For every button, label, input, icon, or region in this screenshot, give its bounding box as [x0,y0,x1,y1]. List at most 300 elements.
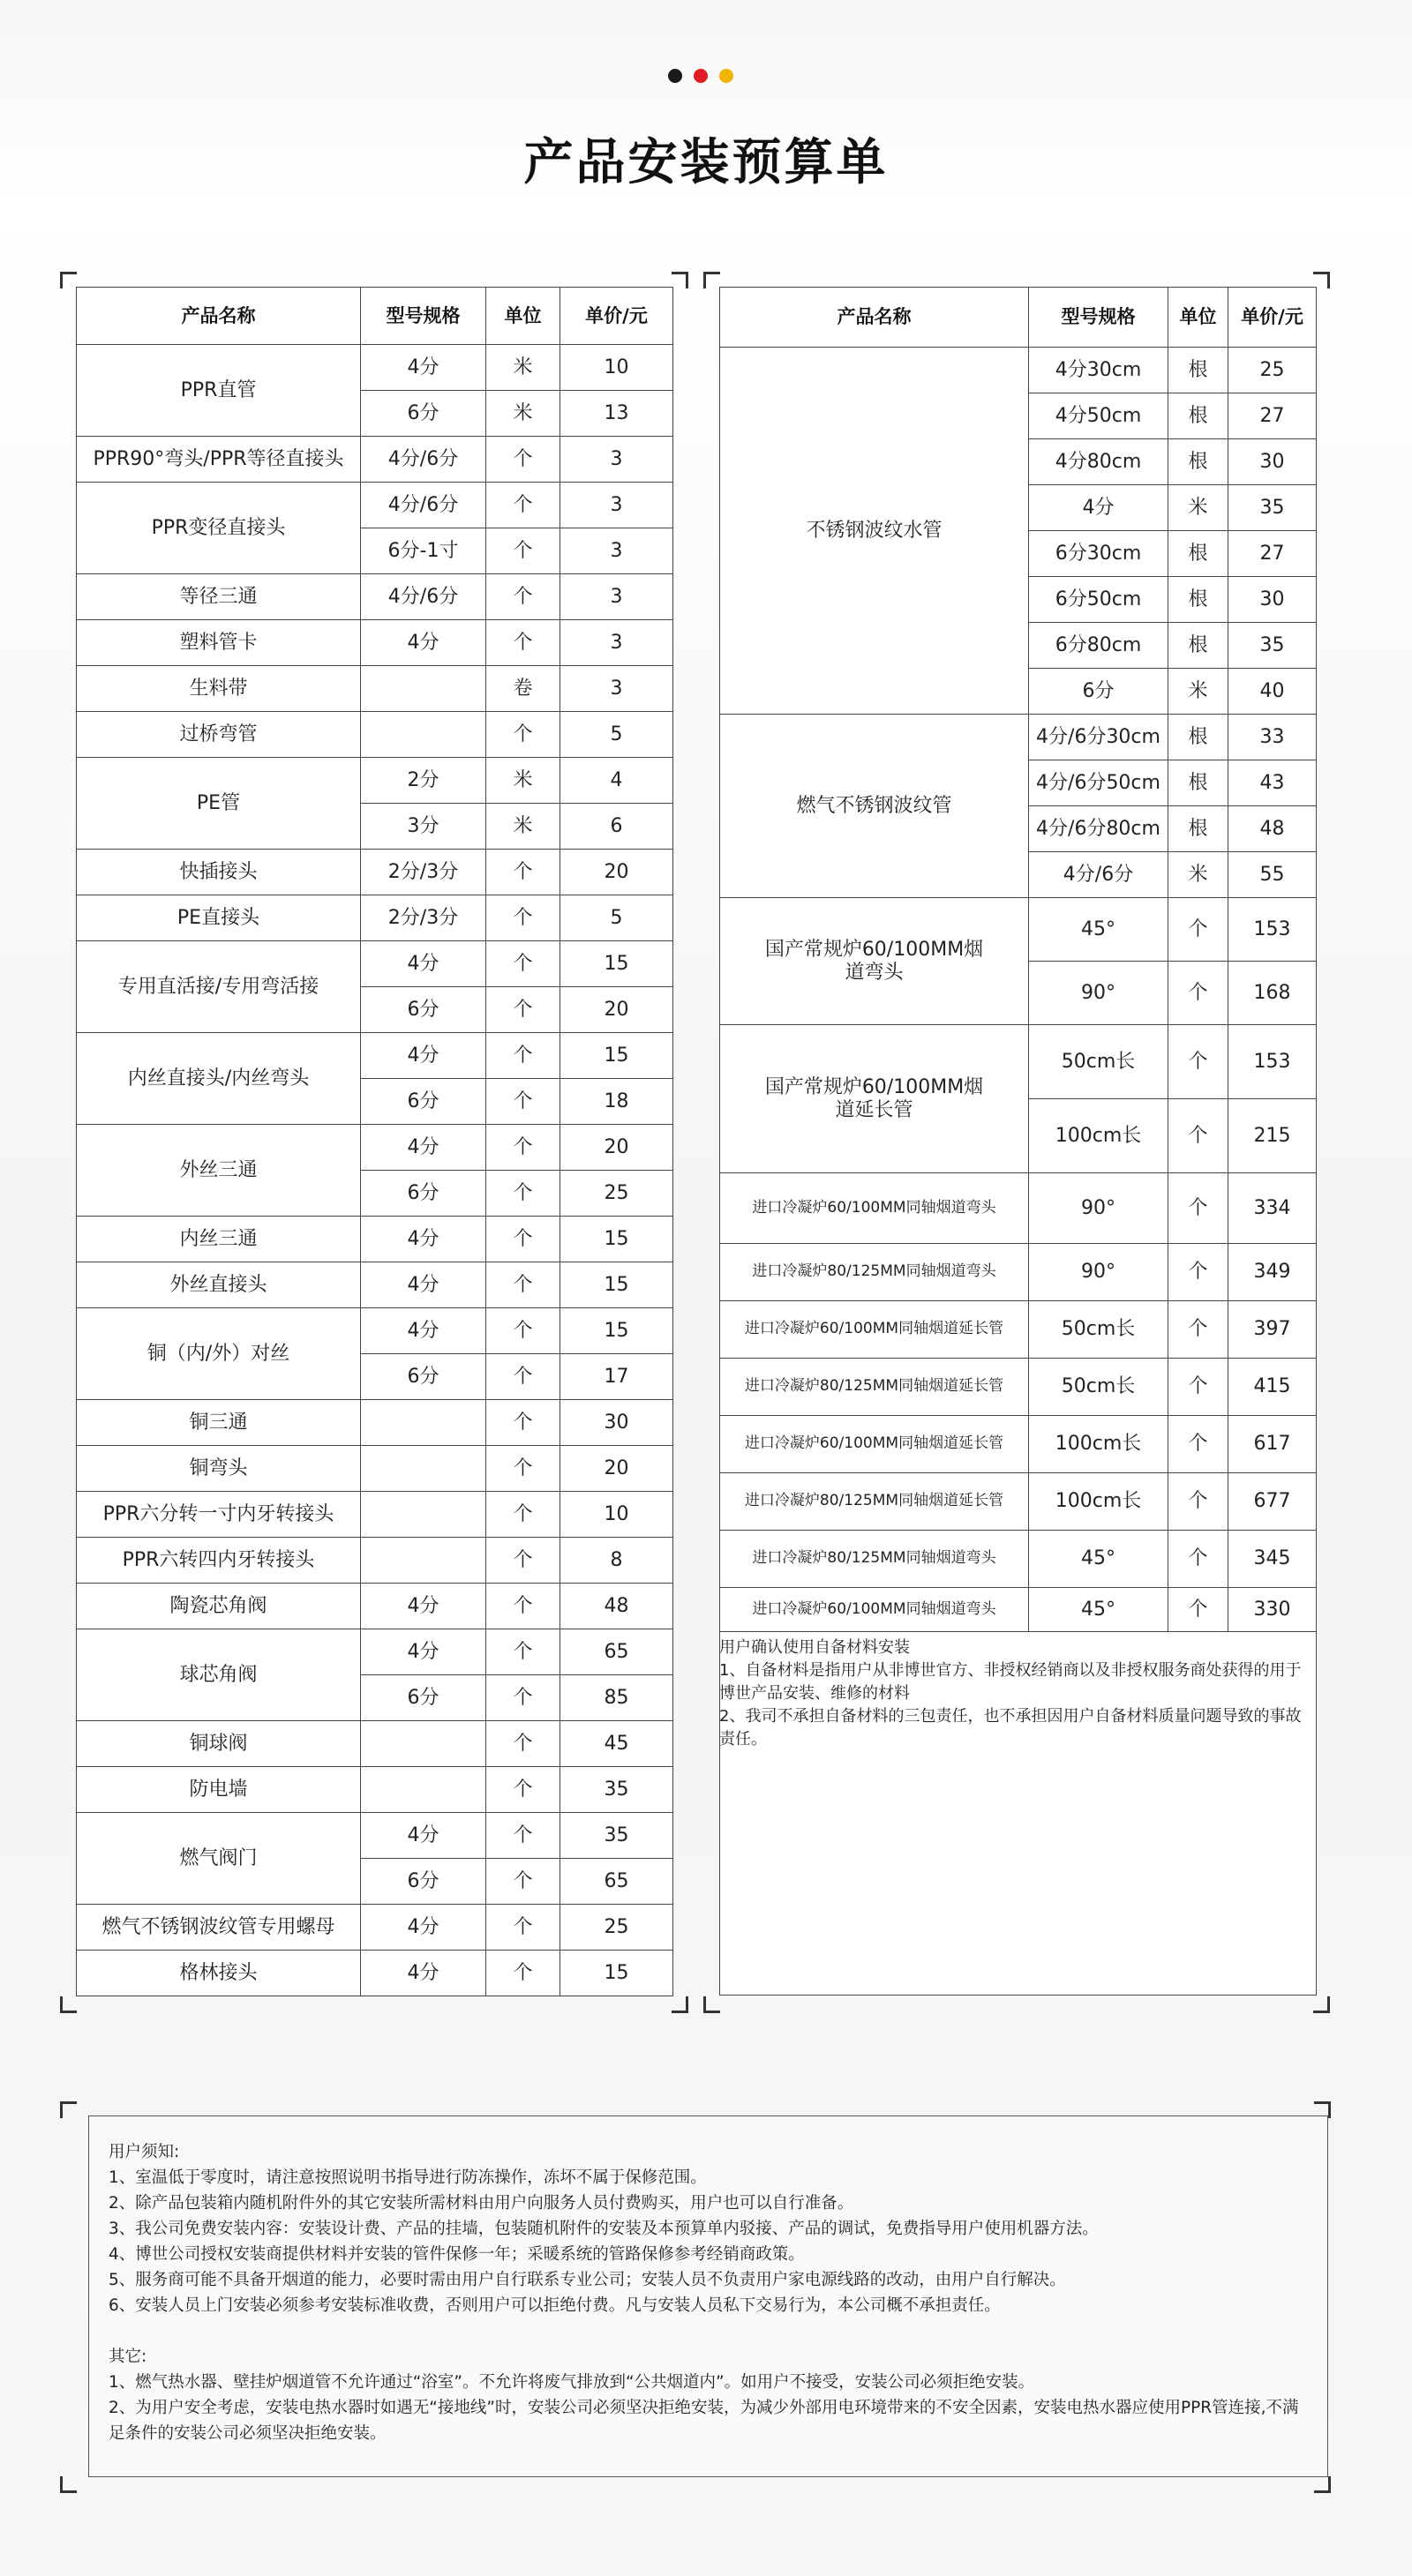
unit-cell: 个 [486,620,560,666]
header-price: 单价/元 [1228,288,1317,348]
corner-mark [60,2101,77,2118]
header-product-name: 产品名称 [720,288,1029,348]
price-cell: 35 [1228,485,1317,531]
price-cell: 6 [560,804,673,850]
spec-cell: 4分 [361,1813,486,1859]
table-row [720,1301,1317,1359]
note-line: 1、自备材料是指用户从非博世官方、非授权经销商以及非授权服务商处获得的用于博世产品安装、维修的材料 [719,1661,1302,1703]
spec-cell: 6分 [361,1171,486,1217]
table-row [720,348,1317,393]
table-row [77,1262,673,1308]
product-name-cell: 国产常规炉60/100MM烟道弯头 [720,898,1029,1025]
spec-cell: 4分 [361,345,486,391]
product-name-cell: PPR六转四内牙转接头 [77,1538,361,1584]
table-row [720,1025,1317,1099]
table-row [720,715,1317,760]
spec-cell: 3分 [361,804,486,850]
price-cell: 18 [560,1079,673,1125]
price-cell: 35 [560,1813,673,1859]
spec-cell: 50cm长 [1029,1359,1168,1416]
notice-item: 1、室温低于零度时，请注意按照说明书指导进行防冻操作，冻坏不属于保修范围。 [109,2168,707,2187]
spec-cell: 4分/6分30cm [1029,715,1168,760]
table-row [720,1531,1317,1588]
unit-cell: 个 [1168,1099,1228,1173]
spec-cell: 45° [1029,1531,1168,1588]
notice-heading: 其它: [109,2348,147,2366]
table-row [77,437,673,483]
unit-cell: 个 [1168,1416,1228,1473]
unit-cell: 个 [486,1629,560,1675]
price-cell: 27 [1228,531,1317,577]
corner-mark [672,1996,688,2013]
product-name-cell: 等径三通 [77,574,361,620]
unit-cell: 个 [486,712,560,758]
unit-cell: 个 [486,1217,560,1262]
price-cell: 3 [560,437,673,483]
unit-cell: 个 [486,483,560,528]
table-row [77,1951,673,1996]
spec-cell: 4分/6分80cm [1029,806,1168,852]
table-row [77,1538,673,1584]
price-cell: 25 [560,1171,673,1217]
price-cell: 345 [1228,1531,1317,1588]
spec-cell: 45° [1029,898,1168,962]
price-cell: 677 [1228,1473,1317,1531]
product-name-cell: 专用直活接/专用弯活接 [77,941,361,1033]
unit-cell: 米 [486,391,560,437]
price-cell: 85 [560,1675,673,1721]
unit-cell: 根 [1168,577,1228,623]
price-cell: 15 [560,941,673,987]
spec-cell [361,1400,486,1446]
table-row [77,1905,673,1951]
spec-cell [361,712,486,758]
price-cell: 20 [560,1125,673,1171]
price-cell: 330 [1228,1588,1317,1632]
unit-cell: 米 [486,804,560,850]
header-unit: 单位 [486,288,560,345]
product-name-cell: 铜（内/外）对丝 [77,1308,361,1400]
unit-cell: 个 [486,1125,560,1171]
spec-cell: 6分 [361,987,486,1033]
product-name-cell: 进口冷凝炉60/100MM同轴烟道延长管 [720,1301,1029,1359]
note-line: 用户确认使用自备材料安装 [719,1638,910,1657]
unit-cell: 根 [1168,439,1228,485]
product-name-cell: 内丝直接头/内丝弯头 [77,1033,361,1125]
price-cell: 3 [560,620,673,666]
product-name-cell: 外丝直接头 [77,1262,361,1308]
spec-cell: 6分50cm [1029,577,1168,623]
spec-cell: 4分 [361,1629,486,1675]
price-cell: 45 [560,1721,673,1767]
unit-cell: 个 [486,1400,560,1446]
price-cell: 30 [1228,439,1317,485]
unit-cell: 个 [486,574,560,620]
price-cell: 15 [560,1951,673,1996]
header-unit: 单位 [1168,288,1228,348]
unit-cell: 个 [1168,1359,1228,1416]
unit-cell: 个 [1168,1301,1228,1359]
product-name-cell: 陶瓷芯角阀 [77,1584,361,1629]
notice-frame-bottom [60,2475,1331,2493]
product-name-cell: PE直接头 [77,895,361,941]
price-cell: 397 [1228,1301,1317,1359]
unit-cell: 个 [486,1171,560,1217]
table-row [77,1492,673,1538]
unit-cell: 个 [1168,898,1228,962]
product-name-cell: 外丝三通 [77,1125,361,1217]
table-row [77,1033,673,1079]
unit-cell: 根 [1168,393,1228,439]
left-table-frame-bottom [60,1996,688,2013]
spec-cell [361,1492,486,1538]
product-name-cell: 进口冷凝炉80/125MM同轴烟道弯头 [720,1244,1029,1301]
table-row [720,1244,1317,1301]
spec-cell: 4分 [361,620,486,666]
product-name-cell: 燃气不锈钢波纹管 [720,715,1029,898]
corner-mark [703,1996,720,2013]
table-row [77,1629,673,1675]
unit-cell: 个 [1168,1588,1228,1632]
unit-cell: 个 [486,1813,560,1859]
price-cell: 48 [1228,806,1317,852]
left-price-table [76,287,673,1996]
unit-cell: 个 [486,1859,560,1905]
price-cell: 15 [560,1308,673,1354]
unit-cell: 根 [1168,531,1228,577]
table-row [720,898,1317,962]
price-cell: 35 [560,1767,673,1813]
price-cell: 30 [1228,577,1317,623]
unit-cell: 个 [486,1354,560,1400]
price-cell: 349 [1228,1244,1317,1301]
table-row [720,1473,1317,1531]
spec-cell: 4分 [361,1262,486,1308]
table-row [77,1217,673,1262]
price-cell: 10 [560,345,673,391]
price-cell: 215 [1228,1099,1317,1173]
table-row [720,1173,1317,1244]
spec-cell: 4分 [361,1905,486,1951]
product-name-cell: PPR变径直接头 [77,483,361,574]
self-material-note [719,1636,1311,1751]
spec-cell: 4分 [361,1584,486,1629]
red-dot [694,69,708,83]
price-cell: 48 [560,1584,673,1629]
spec-cell: 4分 [361,941,486,987]
spec-cell: 2分/3分 [361,850,486,895]
user-notice-box [88,2115,1328,2477]
product-name-cell: 国产常规炉60/100MM烟道延长管 [720,1025,1029,1173]
corner-mark [672,272,688,288]
spec-cell: 6分 [361,1675,486,1721]
table-row [77,666,673,712]
product-name-cell: 防电墙 [77,1767,361,1813]
spec-cell: 100cm长 [1029,1099,1168,1173]
spec-cell: 90° [1029,962,1168,1025]
spec-cell: 2分/3分 [361,895,486,941]
price-cell: 15 [560,1262,673,1308]
spec-cell [361,1721,486,1767]
unit-cell: 米 [486,345,560,391]
price-cell: 25 [560,1905,673,1951]
spec-cell: 4分 [361,1217,486,1262]
unit-cell: 个 [1168,1173,1228,1244]
spec-cell: 6分 [361,1079,486,1125]
product-name-cell: 燃气阀门 [77,1813,361,1905]
corner-mark [60,272,77,288]
product-name-cell: 球芯角阀 [77,1629,361,1721]
product-name-cell: 快插接头 [77,850,361,895]
unit-cell: 个 [486,1675,560,1721]
table-row [77,1125,673,1171]
product-name-cell: 进口冷凝炉60/100MM同轴烟道弯头 [720,1588,1029,1632]
product-name-cell: 进口冷凝炉80/125MM同轴烟道弯头 [720,1531,1029,1588]
table-row [720,1588,1317,1632]
table-row [720,1416,1317,1473]
price-cell: 13 [560,391,673,437]
product-name-cell: PPR六分转一寸内牙转接头 [77,1492,361,1538]
spec-cell [361,1538,486,1584]
price-cell: 415 [1228,1359,1317,1416]
price-cell: 3 [560,574,673,620]
unit-cell: 个 [1168,1473,1228,1531]
unit-cell: 个 [486,895,560,941]
spec-cell: 90° [1029,1244,1168,1301]
spec-cell: 4分50cm [1029,393,1168,439]
price-cell: 4 [560,758,673,804]
table-row [77,758,673,804]
product-name-cell: 生料带 [77,666,361,712]
table-row [77,345,673,391]
corner-mark [703,272,720,288]
price-cell: 65 [560,1629,673,1675]
price-cell: 3 [560,666,673,712]
notice-item: 1、燃气热水器、壁挂炉烟道管不允许通过“浴室”。不允许将废气排放到“公共烟道内”。如用户不接受，安装公司必须拒绝安装。 [109,2373,1035,2392]
unit-cell: 根 [1168,806,1228,852]
header-product-name: 产品名称 [77,288,361,345]
black-dot [668,69,682,83]
corner-mark [60,2476,77,2493]
price-cell: 153 [1228,1025,1317,1099]
spec-cell: 4分/6分 [361,574,486,620]
unit-cell: 米 [1168,852,1228,898]
table-row [720,1359,1317,1416]
table-header-row [77,288,673,345]
unit-cell: 根 [1168,760,1228,806]
right-table-frame-bottom [703,1996,1330,2013]
price-cell: 5 [560,712,673,758]
unit-cell: 个 [486,1538,560,1584]
spec-cell: 50cm长 [1029,1301,1168,1359]
table-row [77,1446,673,1492]
table-row [77,483,673,528]
price-cell: 65 [560,1859,673,1905]
price-cell: 168 [1228,962,1317,1025]
table-row [77,1400,673,1446]
product-name-cell: 燃气不锈钢波纹管专用螺母 [77,1905,361,1951]
product-name-cell: 铜弯头 [77,1446,361,1492]
price-cell: 617 [1228,1416,1317,1473]
spec-cell: 6分30cm [1029,531,1168,577]
unit-cell: 米 [486,758,560,804]
price-cell: 8 [560,1538,673,1584]
product-name-cell: 进口冷凝炉60/100MM同轴烟道延长管 [720,1416,1029,1473]
spec-cell [361,1446,486,1492]
price-cell: 43 [1228,760,1317,806]
notice-item: 2、为用户安全考虑，安装电热水器时如遇无“接地线”时，安装公司必须坚决拒绝安装，为减少外部用电环境带来的不安全因素，安装电热水器应使用PPR管连接,不满足条件的安装公司必须坚决拒绝安装。 [109,2399,1299,2443]
spec-cell: 6分 [361,1354,486,1400]
table-row [77,1721,673,1767]
product-name-cell: 铜球阀 [77,1721,361,1767]
spec-cell: 4分 [361,1033,486,1079]
spec-cell: 4分 [361,1951,486,1996]
product-name-cell: 过桥弯管 [77,712,361,758]
unit-cell: 个 [486,987,560,1033]
product-name-cell: 进口冷凝炉80/125MM同轴烟道延长管 [720,1473,1029,1531]
unit-cell: 个 [486,1721,560,1767]
price-cell: 17 [560,1354,673,1400]
product-name-cell: PPR90°弯头/PPR等径直接头 [77,437,361,483]
header-price: 单价/元 [560,288,673,345]
table-row [77,1813,673,1859]
price-cell: 20 [560,987,673,1033]
table-row [77,1767,673,1813]
corner-mark [60,1996,77,2013]
corner-mark [1314,2476,1331,2493]
spec-cell: 100cm长 [1029,1473,1168,1531]
header-spec: 型号规格 [1029,288,1168,348]
spec-cell: 6分 [1029,669,1168,715]
notice-item: 3、我公司免费安装内容：安装设计费、产品的挂墙，包装随机附件的安装及本预算单内驳接、产品的调试，免费指导用户使用机器方法。 [109,2220,1099,2238]
product-name-cell: 格林接头 [77,1951,361,1996]
unit-cell: 个 [1168,1531,1228,1588]
spec-cell: 4分30cm [1029,348,1168,393]
price-cell: 334 [1228,1173,1317,1244]
unit-cell: 个 [486,850,560,895]
notice-item: 2、除产品包装箱内随机附件外的其它安装所需材料由用户向服务人员付费购买，用户也可以自行准备。 [109,2194,854,2213]
spec-cell: 4分/6分 [1029,852,1168,898]
unit-cell: 个 [486,941,560,987]
unit-cell: 个 [486,1308,560,1354]
unit-cell: 个 [486,1446,560,1492]
product-name-cell: PE管 [77,758,361,850]
price-cell: 40 [1228,669,1317,715]
price-cell: 27 [1228,393,1317,439]
unit-cell: 个 [486,1951,560,1996]
spec-cell: 100cm长 [1029,1416,1168,1473]
price-cell: 25 [1228,348,1317,393]
unit-cell: 根 [1168,623,1228,669]
spec-cell: 4分/6分 [361,437,486,483]
spec-cell: 50cm长 [1029,1025,1168,1099]
table-row [77,1584,673,1629]
spec-cell: 4分/6分 [361,483,486,528]
table-row [77,895,673,941]
price-cell: 3 [560,528,673,574]
table-row [77,941,673,987]
price-cell: 10 [560,1492,673,1538]
yellow-dot [719,69,733,83]
notice-heading: 用户须知: [109,2143,180,2161]
spec-cell: 6分 [361,391,486,437]
price-cell: 35 [1228,623,1317,669]
unit-cell: 个 [1168,1244,1228,1301]
price-cell: 15 [560,1217,673,1262]
unit-cell: 个 [486,1584,560,1629]
spec-cell [361,1767,486,1813]
notice-item: 6、安装人员上门安装必须参考安装标准收费，否则用户可以拒绝付费。凡与安装人员私下交易行为，本公司概不承担责任。 [109,2296,1001,2315]
spec-cell: 4分 [361,1125,486,1171]
spec-cell: 4分80cm [1029,439,1168,485]
price-cell: 55 [1228,852,1317,898]
unit-cell: 个 [486,1767,560,1813]
unit-cell: 个 [486,1262,560,1308]
spec-cell: 6分-1寸 [361,528,486,574]
page-title: 产品安装预算单 [523,134,889,191]
note-line: 2、我司不承担自备材料的三包责任，也不承担因用户自备材料质量问题导致的事故责任。 [719,1707,1302,1749]
spec-cell: 6分 [361,1859,486,1905]
unit-cell: 个 [1168,1025,1228,1099]
unit-cell: 个 [486,1905,560,1951]
price-cell: 33 [1228,715,1317,760]
price-cell: 20 [560,850,673,895]
unit-cell: 米 [1168,485,1228,531]
notice-item: 5、服务商可能不具备开烟道的能力，必要时需由用户自行联系专业公司；安装人员不负责用户家电源线路的改动，由用户自行解决。 [109,2271,1066,2289]
header-dots [668,69,733,83]
spec-cell: 45° [1029,1588,1168,1632]
corner-mark [1313,1996,1330,2013]
notice-item: 4、博世公司授权安装商提供材料并安装的管件保修一年；采暖系统的管路保修参考经销商政策。 [109,2245,805,2264]
product-name-cell: 内丝三通 [77,1217,361,1262]
unit-cell: 个 [1168,962,1228,1025]
spec-cell: 2分 [361,758,486,804]
table-row [77,1308,673,1354]
table-row [77,712,673,758]
unit-cell: 根 [1168,348,1228,393]
price-cell: 3 [560,483,673,528]
unit-cell: 个 [486,437,560,483]
price-cell: 30 [560,1400,673,1446]
table-row [77,574,673,620]
unit-cell: 米 [1168,669,1228,715]
unit-cell: 卷 [486,666,560,712]
unit-cell: 个 [486,1492,560,1538]
product-name-cell: PPR直管 [77,345,361,437]
product-name-cell: 塑料管卡 [77,620,361,666]
spec-cell: 4分 [1029,485,1168,531]
unit-cell: 个 [486,528,560,574]
product-name-cell: 不锈钢波纹水管 [720,348,1029,715]
table-header-row [720,288,1317,348]
product-name-cell: 铜三通 [77,1400,361,1446]
price-cell: 5 [560,895,673,941]
unit-cell: 个 [486,1033,560,1079]
spec-cell: 4分 [361,1308,486,1354]
table-row [77,850,673,895]
product-name-cell: 进口冷凝炉80/125MM同轴烟道延长管 [720,1359,1029,1416]
table-row [77,620,673,666]
unit-cell: 根 [1168,715,1228,760]
spec-cell [361,666,486,712]
price-cell: 20 [560,1446,673,1492]
price-cell: 15 [560,1033,673,1079]
spec-cell: 6分80cm [1029,623,1168,669]
product-name-cell: 进口冷凝炉60/100MM同轴烟道弯头 [720,1173,1029,1244]
header-spec: 型号规格 [361,288,486,345]
price-cell: 153 [1228,898,1317,962]
spec-cell: 4分/6分50cm [1029,760,1168,806]
